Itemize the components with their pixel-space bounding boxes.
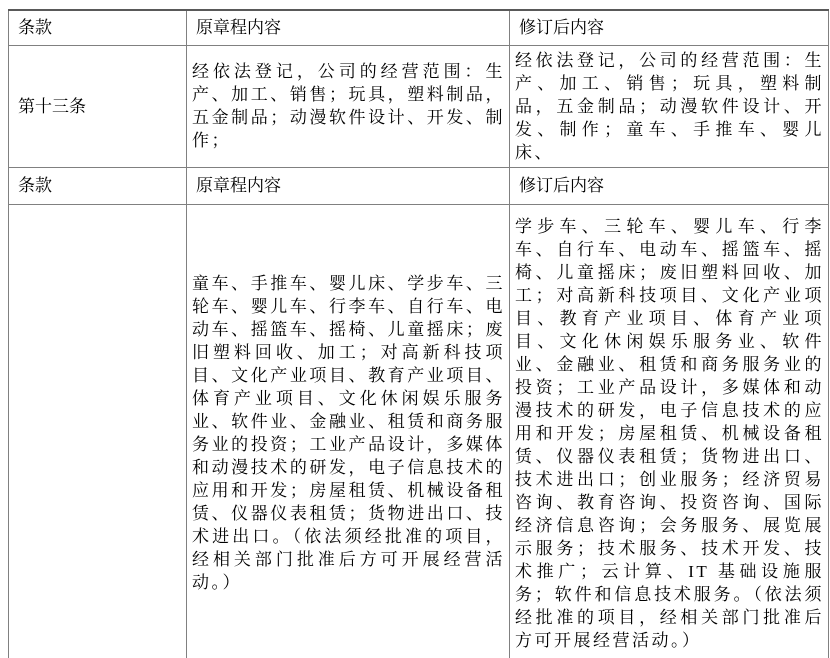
table-row-continuation (9, 204, 829, 658)
clause-cell-article-13: 第十三条 (9, 45, 187, 167)
clause-cell-empty (9, 204, 187, 658)
header-row-2 (9, 167, 829, 204)
header-cell-clause-repeat: 条款 (9, 167, 187, 204)
header-cell-revised-content-repeat: 修订后内容 (510, 167, 829, 204)
header-cell-original-content-repeat: 原章程内容 (187, 167, 510, 204)
revised-content-cell-article-13: 经依法登记，公司的经营范围：生产、加工、销售；玩具，塑料制品，五金制品；动漫软件设计、开发、制作；童车、手推车、婴儿床、 (510, 45, 829, 167)
original-content-cell-continuation: 童车、手推车、婴儿床、学步车、三轮车、婴儿车、行李车、自行车、电动车、摇篮车、摇椅、儿童摇床；废旧塑料回收、加工；对高新科技项目、文化产业项目、教育产业项目、体育产业项目、文化休闲娱乐服务业、软件业、金融业、租赁和商务服务业的投资；工业产品设计，多媒体和动漫技术的研发，电子信息技术的应用和开发；房屋租赁、机械设备租赁、仪器仪表租赁；货物进出口、技术进出口。（依法须经批准的项目，经相关部门批准后方可开展经营活动。） (187, 204, 510, 658)
table-row-article-13 (9, 45, 829, 167)
header-cell-clause: 条款 (9, 10, 187, 45)
header-cell-revised-content: 修订后内容 (510, 10, 829, 45)
header-cell-original-content: 原章程内容 (187, 10, 510, 45)
charter-amendment-table (8, 9, 829, 658)
header-row-1 (9, 10, 829, 45)
original-content-cell-article-13: 经依法登记，公司的经营范围：生产、加工、销售；玩具，塑料制品，五金制品；动漫软件设计、开发、制作； (187, 45, 510, 167)
revised-content-cell-continuation: 学步车、三轮车、婴儿车、行李车、自行车、电动车、摇篮车、摇椅、儿童摇床；废旧塑料回收、加工；对高新科技项目、文化产业项目、教育产业项目、体育产业项目、文化休闲娱乐服务业、软件业、金融业、租赁和商务服务业的投资；工业产品设计，多媒体和动漫技术的研发，电子信息技术的应用和开发；房屋租赁、机械设备租赁、仪器仪表租赁；货物进出口、技术进出口；创业服务；经济贸易咨询、教育咨询、投资咨询、国际经济信息咨询；会务服务、展览展示服务；技术服务、技术开发、技术推广；云计算、IT 基础设施服务；软件和信息技术服务。（依法须经批准的项目，经相关部门批准后方可开展经营活动。） (510, 204, 829, 658)
